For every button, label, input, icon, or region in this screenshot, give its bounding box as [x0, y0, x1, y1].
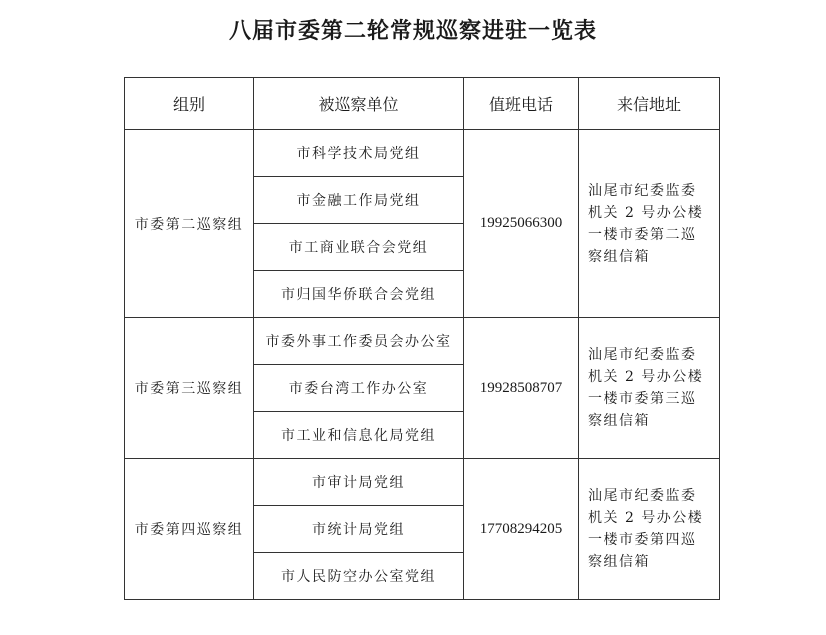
table-row [125, 130, 720, 177]
unit-cell: 市人民防空办公室党组 [254, 553, 464, 600]
header-address: 来信地址 [579, 78, 720, 130]
group-name: 市委第四巡察组 [125, 459, 254, 600]
address-line: 察组信箱 [588, 413, 650, 429]
address-cell [579, 130, 720, 318]
address-cell [579, 459, 720, 600]
inspection-table [124, 77, 720, 600]
address-line: 一楼市委第三巡 [588, 391, 697, 407]
address-line: 机关 2 号办公楼 [588, 510, 704, 526]
address-line: 汕尾市纪委监委 [588, 488, 697, 504]
address-line: 察组信箱 [588, 554, 650, 570]
unit-cell: 市金融工作局党组 [254, 177, 464, 224]
group-name: 市委第三巡察组 [125, 318, 254, 459]
unit-cell: 市委台湾工作办公室 [254, 365, 464, 412]
address-line: 机关 2 号办公楼 [588, 369, 704, 385]
table-row [125, 318, 720, 365]
phone-cell: 19925066300 [464, 130, 579, 318]
header-row [125, 78, 720, 130]
page-title: 八届市委第二轮常规巡察进驻一览表 [228, 19, 597, 44]
unit-cell: 市科学技术局党组 [254, 130, 464, 177]
address-line: 察组信箱 [588, 248, 650, 265]
unit-cell: 市归国华侨联合会党组 [254, 271, 464, 318]
phone-cell: 19928508707 [464, 318, 579, 459]
unit-cell: 市工商业联合会党组 [254, 224, 464, 271]
unit-cell: 市委外事工作委员会办公室 [254, 318, 464, 365]
header-unit: 被巡察单位 [254, 78, 464, 130]
group-name: 市委第二巡察组 [125, 130, 254, 318]
address-cell [579, 318, 720, 459]
unit-cell: 市审计局党组 [254, 459, 464, 506]
phone-cell: 17708294205 [464, 459, 579, 600]
unit-cell: 市工业和信息化局党组 [254, 412, 464, 459]
address-line: 一楼市委第四巡 [588, 532, 697, 548]
header-group: 组别 [125, 78, 254, 130]
header-phone: 值班电话 [464, 78, 579, 130]
address-line: 汕尾市纪委监委 [588, 347, 697, 363]
address-line: 一楼市委第二巡 [588, 226, 697, 243]
unit-cell: 市统计局党组 [254, 506, 464, 553]
address-line: 机关 2 号办公楼 [588, 204, 704, 221]
address-line: 汕尾市纪委监委 [588, 182, 697, 199]
table-row [125, 459, 720, 506]
